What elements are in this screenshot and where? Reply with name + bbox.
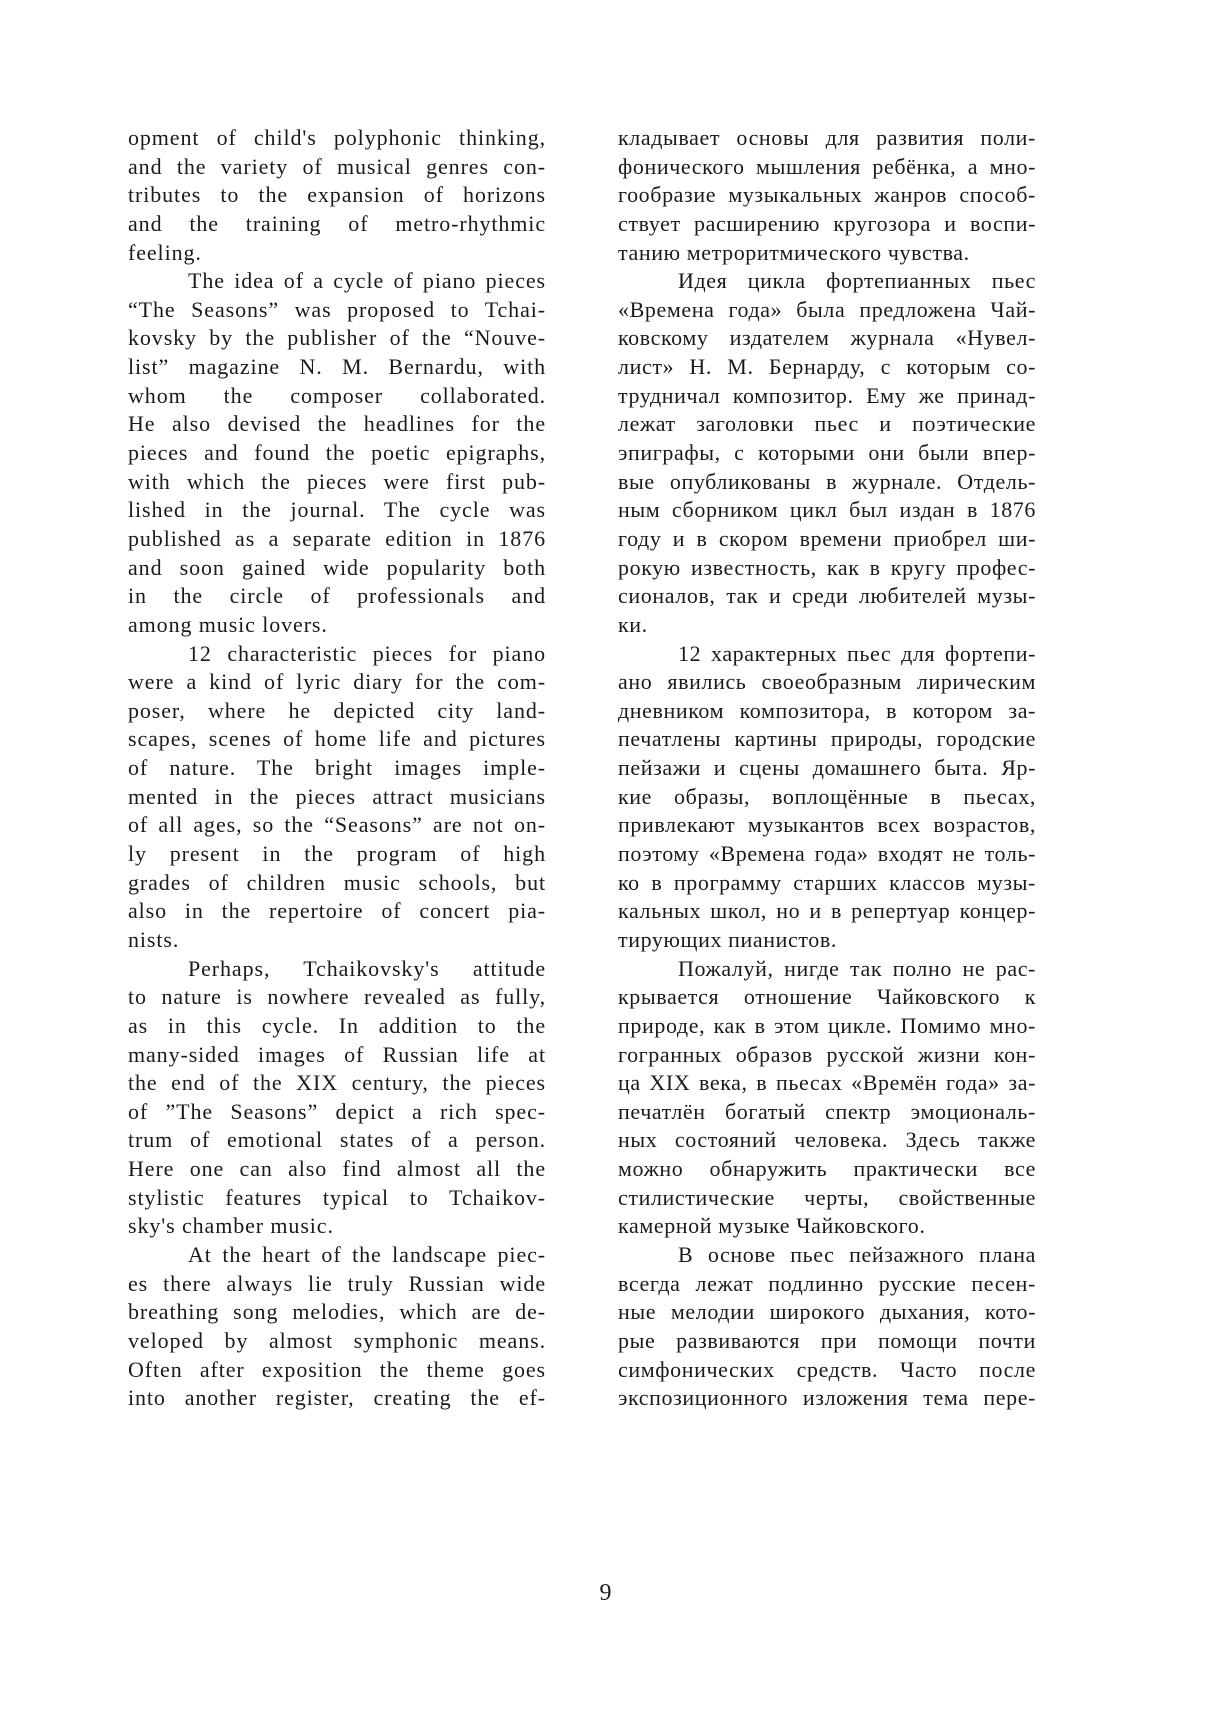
text-line: ковскому издателем журнала «Нувел- (618, 325, 1036, 351)
text-line: можно обнаружить практически все (618, 1156, 1036, 1182)
text-line: «Времена года» была предложена Чай- (618, 296, 1036, 322)
text-line: В основе пьес пейзажного плана (678, 1241, 1036, 1267)
text-line: камерной музыке Чайковского. (618, 1213, 926, 1239)
text-line: At the heart of the landscape piec- (188, 1241, 546, 1267)
text-line: tributes to the expansion of horizons (128, 182, 546, 208)
russian-text-column (618, 124, 1036, 1413)
text-line: ly present in the program of high (128, 841, 546, 867)
text-line: поэтому «Времена года» входят не толь- (618, 841, 1036, 867)
text-line: lished in the journal. The cycle was (128, 497, 546, 523)
text-line: кладывает основы для развития поли- (618, 125, 1036, 150)
text-line: 12 характерных пьес для фортепи- (678, 640, 1036, 666)
english-text-column (128, 124, 546, 1413)
text-line: feeling. (128, 239, 202, 265)
text-line: and the training of metro-rhythmic (128, 210, 546, 236)
text-line: poser, where he depicted city land- (128, 697, 546, 723)
text-line: many-sided images of Russian life at (128, 1041, 546, 1067)
text-line: the end of the XIX century, the pieces (128, 1070, 546, 1096)
text-line: вые опубликованы в журнале. Отдель- (618, 468, 1036, 494)
text-line: ки. (618, 611, 648, 637)
text-line: mented in the pieces attract musicians (128, 783, 546, 809)
text-line: among music lovers. (128, 611, 328, 637)
text-line: гогранных образов русской жизни кон- (618, 1041, 1036, 1067)
text-line: grades of children music schools, but (128, 869, 546, 895)
text-line: of ”The Seasons” depict a rich spec- (128, 1098, 546, 1124)
text-line: to nature is nowhere revealed as fully, (128, 984, 546, 1010)
text-line: also in the repertoire of concert pia- (128, 898, 546, 924)
text-line: ствует расширению кругозора и воспи- (618, 210, 1036, 236)
text-line: тирующих пианистов. (618, 926, 837, 952)
page-number: 9 (599, 1580, 612, 1606)
text-line: and the variety of musical genres con- (128, 153, 546, 179)
text-line: were a kind of lyric diary for the com- (128, 669, 546, 695)
text-line: симфонических средств. Часто после (618, 1356, 1036, 1382)
text-line: печатлены картины природы, городские (618, 726, 1036, 752)
text-line: of all ages, so the “Seasons” are not on- (128, 812, 546, 838)
text-line: лежат заголовки пьес и поэтические (618, 411, 1036, 437)
text-line: of nature. The bright images imple- (128, 755, 546, 781)
text-line: всегда лежат подлинно русские песен- (618, 1270, 1036, 1296)
text-line: ко в программу старших классов музы- (618, 869, 1036, 895)
text-line: кальных школ, но и в репертуар концер- (618, 898, 1036, 924)
text-line: Пожалуй, нигде так полно не рас- (678, 955, 1036, 981)
text-line: ные мелодии широкого дыхания, кото- (618, 1299, 1036, 1325)
text-line: in the circle of professionals and (128, 583, 546, 609)
text-line: году и в скором времени приобрел ши- (618, 525, 1036, 551)
text-line: ных состояний человека. Здесь также (618, 1127, 1036, 1153)
text-line: лист» Н. М. Бернарду, с которым со- (618, 354, 1036, 380)
text-line: with which the pieces were first pub- (128, 468, 546, 494)
text-line: Perhaps, Tchaikovsky's attitude (188, 955, 546, 981)
text-line: ано явились своеобразным лирическим (618, 669, 1036, 695)
text-line: трудничал композитор. Ему же принад- (618, 382, 1036, 408)
text-line: “The Seasons” was proposed to Tchai- (128, 296, 546, 322)
text-line: kovsky by the publisher of the “Nouve- (128, 325, 546, 351)
text-line: sky's chamber music. (128, 1213, 334, 1239)
text-line: published as a separate edition in 1876 (128, 525, 546, 551)
text-line: привлекают музыкантов всех возрастов, (618, 812, 1036, 838)
text-line: nists. (128, 926, 180, 952)
text-line: whom the composer collaborated. (128, 382, 546, 408)
text-line: Идея цикла фортепианных пьес (678, 268, 1036, 294)
text-line: танию метроритмического чувства. (618, 239, 970, 265)
text-line: into another register, creating the ef- (128, 1385, 546, 1411)
text-line: сионалов, так и среди любителей музы- (618, 583, 1036, 609)
text-line: крывается отношение Чайковского к (618, 984, 1036, 1010)
text-line: The idea of a cycle of piano pieces (188, 268, 546, 294)
text-line: list” magazine N. M. Bernardu, with (128, 354, 546, 380)
text-line: stylistic features typical to Tchaikov- (128, 1184, 546, 1210)
text-line: opment of child's polyphonic thinking, (128, 125, 546, 150)
text-line: es there always lie truly Russian wide (128, 1270, 546, 1296)
text-line: breathing song melodies, which are de- (128, 1299, 546, 1325)
text-line: рокую известность, как в кругу профес- (618, 554, 1036, 580)
text-line: Often after exposition the theme goes (128, 1356, 546, 1382)
text-line: стилистические черты, свойственные (618, 1184, 1036, 1210)
text-line: экспозиционного изложения тема пере- (618, 1385, 1036, 1411)
text-line: эпиграфы, с которыми они были впер- (618, 440, 1036, 466)
text-line: пейзажи и сцены домашнего быта. Яр- (618, 755, 1036, 781)
text-line: 12 characteristic pieces for piano (188, 640, 546, 666)
text-line: печатлён богатый спектр эмоциональ- (618, 1098, 1036, 1124)
text-line: He also devised the headlines for the (128, 411, 546, 437)
text-line: ным сборником цикл был издан в 1876 (618, 497, 1036, 523)
text-line: гообразие музыкальных жанров способ- (618, 182, 1036, 208)
text-line: дневником композитора, в котором за- (618, 697, 1036, 723)
text-line: veloped by almost symphonic means. (128, 1327, 546, 1353)
text-line: trum of emotional states of a person. (128, 1127, 546, 1153)
text-line: pieces and found the poetic epigraphs, (128, 440, 546, 466)
text-line: as in this cycle. In addition to the (128, 1012, 546, 1038)
text-line: природе, как в этом цикле. Помимо мно- (618, 1012, 1036, 1038)
text-line: Here one can also find almost all the (128, 1156, 546, 1182)
text-line: фонического мышления ребёнка, а мно- (618, 153, 1036, 179)
text-line: кие образы, воплощённые в пьесах, (618, 783, 1036, 809)
text-line: ца XIX века, в пьесах «Времён года» за- (618, 1070, 1036, 1096)
text-line: and soon gained wide popularity both (128, 554, 546, 580)
text-line: рые развиваются при помощи почти (618, 1327, 1036, 1353)
text-line: scapes, scenes of home life and pictures (128, 726, 546, 752)
